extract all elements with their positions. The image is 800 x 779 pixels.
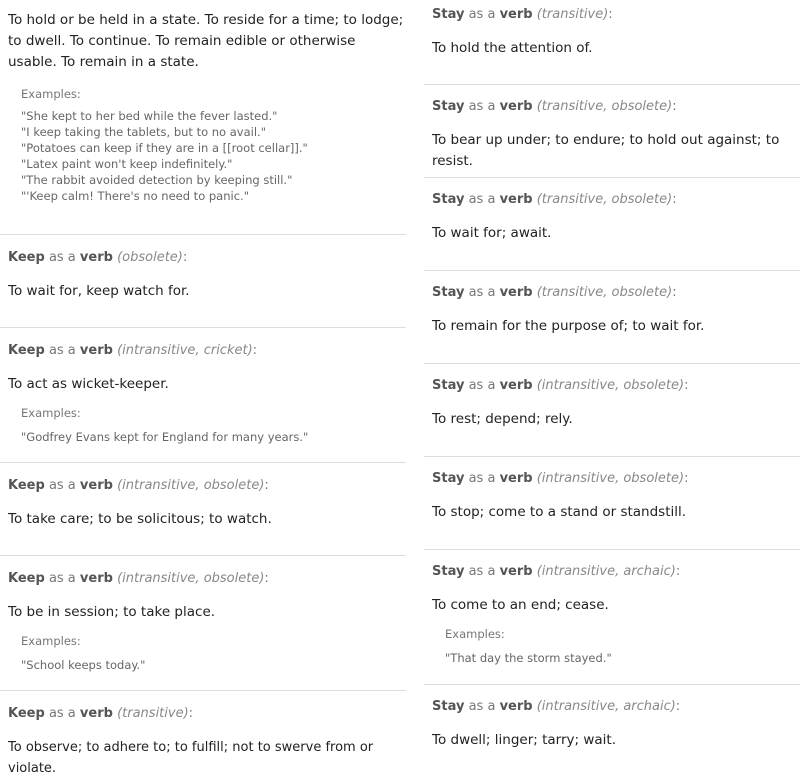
as-a-text: as a [48,571,76,586]
as-a-text: as a [48,478,76,493]
definition-text: To dwell; linger; tarry; wait. [432,732,616,748]
usage-tags: (intransitive, archaic) [536,699,676,714]
headword: Keep [8,478,45,493]
definition-entry [8,10,406,204]
usage-tags: (obsolete) [117,250,183,265]
entry-heading [8,477,406,494]
part-of-speech: verb [79,343,113,358]
definition-entry [0,555,406,673]
definition-entry [424,549,800,666]
example-item: "'Keep calm! There's no need to panic." [21,189,249,203]
example-item: "The rabbit avoided detection by keeping still." [21,173,293,187]
headword: Stay [432,7,465,22]
definition-text: To hold or be held in a state. To reside for a time; to lodge; to dwell. To continue. To remain edible or otherwise usable. To remain in a state. [8,12,404,70]
part-of-speech: verb [79,571,113,586]
as-a-text: as a [468,699,496,714]
as-a-text: as a [468,378,496,393]
examples-block [8,86,406,204]
as-a-text: as a [468,285,496,300]
headword: Stay [432,471,465,486]
definition-entry [424,684,800,751]
definition-text: To stop; come to a stand or standstill. [432,504,687,520]
entry-heading [8,342,406,359]
colon: : [672,99,677,114]
usage-tags: (intransitive, archaic) [536,564,676,579]
colon: : [252,343,258,358]
colon: : [675,699,681,714]
colon: : [672,285,677,300]
definition-entry [0,690,406,779]
as-a-text: as a [48,706,76,721]
entry-heading [432,98,800,115]
definition-text: To remain for the purpose of; to wait for. [432,318,705,334]
examples-list [445,650,800,666]
as-a-text: as a [48,343,76,358]
headword: Keep [8,343,45,358]
definition-entry [424,363,800,430]
usage-tags: (transitive) [117,706,189,721]
definition-entry [424,84,800,172]
entry-heading [8,249,406,266]
definition-entry [432,6,800,59]
example-item: "She kept to her bed while the fever lasted." [21,109,278,123]
headword: Stay [432,192,465,207]
example-item: "School keeps today." [21,658,146,672]
example-item: "Latex paint won't keep indefinitely." [21,157,233,171]
part-of-speech: verb [499,378,533,393]
part-of-speech: verb [499,699,533,714]
definition-entry [0,327,406,445]
as-a-text: as a [468,99,496,114]
examples-title: Examples: [21,634,81,648]
examples-title: Examples: [21,87,81,101]
colon: : [675,564,681,579]
examples-block [8,633,406,673]
part-of-speech: verb [79,478,113,493]
entry-heading [432,377,800,394]
entry-heading [432,191,800,208]
as-a-text: as a [468,7,496,22]
examples-list [21,108,406,204]
example-item: "Potatoes can keep if they are in a [[root cellar]]." [21,141,308,155]
definition-entry [0,234,406,302]
usage-tags: (intransitive, obsolete) [536,471,685,486]
part-of-speech: verb [499,285,533,300]
definition-text: To wait for, keep watch for. [8,283,190,299]
examples-list [21,429,406,445]
examples-list [21,657,406,673]
part-of-speech: verb [499,471,533,486]
usage-tags: (intransitive, obsolete) [536,378,685,393]
part-of-speech: verb [499,192,533,207]
as-a-text: as a [468,192,496,207]
definition-text: To take care; to be solicitous; to watch. [8,511,272,527]
colon: : [684,378,689,393]
definition-text: To come to an end; cease. [432,597,609,613]
entry-heading [432,470,800,487]
entry-heading [8,705,406,722]
part-of-speech: verb [79,250,113,265]
definition-entry [424,456,800,523]
colon: : [672,192,677,207]
headword: Stay [432,699,465,714]
definition-text: To rest; depend; rely. [432,411,573,427]
usage-tags: (intransitive, obsolete) [117,478,265,493]
headword: Keep [8,571,45,586]
entry-heading [432,284,800,301]
examples-block [432,626,800,666]
colon: : [608,7,613,22]
entry-heading [432,6,800,23]
definition-text: To hold the attention of. [432,40,593,56]
examples-title: Examples: [21,406,81,420]
example-item: "I keep taking the tablets, but to no avail." [21,125,266,139]
definition-text: To be in session; to take place. [8,604,216,620]
part-of-speech: verb [499,99,533,114]
headword: Keep [8,706,45,721]
part-of-speech: verb [79,706,113,721]
examples-block [8,405,406,445]
headword: Keep [8,250,45,265]
definition-entry [424,270,800,337]
definition-entry [0,462,406,530]
entry-heading [432,698,800,715]
definition-text: To wait for; await. [432,225,552,241]
example-item: "Godfrey Evans kept for England for many years." [21,430,309,444]
part-of-speech: verb [499,7,533,22]
colon: : [264,478,269,493]
headword: Stay [432,99,465,114]
example-item: "That day the storm stayed." [445,651,612,665]
usage-tags: (intransitive, obsolete) [117,571,265,586]
examples-title: Examples: [445,627,505,641]
definition-text: To bear up under; to endure; to hold out against; to resist. [432,132,780,169]
definition-text: To act as wicket-keeper. [8,376,169,392]
definition-text: To observe; to adhere to; to fulfill; not to swerve from or violate. [8,740,374,776]
colon: : [188,706,194,721]
colon: : [264,571,269,586]
headword: Stay [432,564,465,579]
as-a-text: as a [468,471,496,486]
part-of-speech: verb [499,564,533,579]
headword: Stay [432,285,465,300]
usage-tags: (transitive, obsolete) [536,285,673,300]
usage-tags: (transitive, obsolete) [536,192,673,207]
entry-heading [432,563,800,580]
headword: Stay [432,378,465,393]
colon: : [182,250,188,265]
colon: : [684,471,689,486]
usage-tags: (transitive) [536,7,609,22]
usage-tags: (transitive, obsolete) [536,99,673,114]
entry-heading [8,570,406,587]
definition-entry [424,177,800,244]
as-a-text: as a [48,250,76,265]
as-a-text: as a [468,564,496,579]
usage-tags: (intransitive, cricket) [117,343,253,358]
